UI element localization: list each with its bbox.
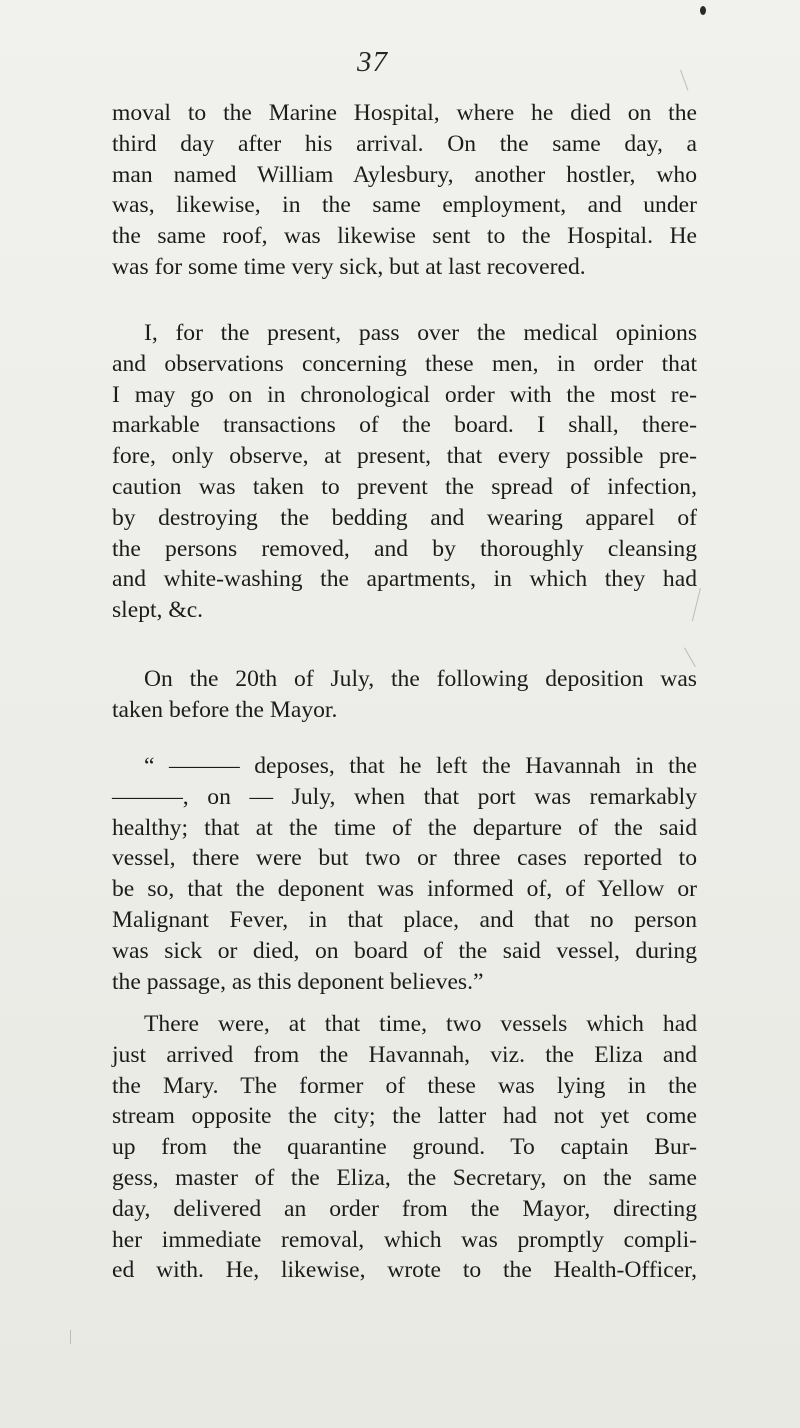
text-line: caution was taken to prevent the spread of infection, bbox=[112, 473, 697, 500]
text-line: “ ——— deposes, that he left the Havannah in the bbox=[144, 753, 697, 779]
paragraph-removal bbox=[112, 98, 697, 283]
paragraph-deposition-intro bbox=[112, 664, 697, 726]
text-line: by destroying the bedding and wearing apparel of bbox=[112, 504, 697, 531]
ink-spot bbox=[700, 6, 706, 15]
text-line: and white-washing the apartments, in which they had bbox=[112, 566, 697, 593]
text-line: I, for the present, pass over the medical opinions bbox=[144, 320, 697, 346]
text-line: just arrived from the Havannah, viz. the Eliza and bbox=[112, 1041, 697, 1068]
text-line: her immediate removal, which was promptly compli- bbox=[112, 1226, 697, 1253]
text-line: the passage, as this deponent believes.” bbox=[112, 968, 484, 995]
paragraph-precaution bbox=[112, 318, 697, 626]
text-line: moval to the Marine Hospital, where he died on the bbox=[112, 100, 697, 126]
text-line: and observations concerning these men, in order that bbox=[112, 350, 697, 377]
text-line: healthy; that at the time of the departure of the said bbox=[112, 814, 697, 841]
text-line: up from the quarantine ground. To captain Bur- bbox=[112, 1134, 697, 1161]
paper-crease bbox=[680, 70, 688, 91]
text-line: the same roof, was likewise sent to the Hospital. He bbox=[112, 223, 697, 250]
text-line: man named William Aylesbury, another hostler, who bbox=[112, 161, 697, 188]
paragraph-vessels bbox=[112, 1009, 697, 1286]
text-line: vessel, there were but two or three cases reported to bbox=[112, 845, 697, 872]
text-line: ed with. He, likewise, wrote to the Health-Officer, bbox=[112, 1257, 697, 1284]
paper-crease bbox=[70, 1330, 71, 1344]
text-line: Malignant Fever, in that place, and that no person bbox=[112, 906, 697, 933]
text-line: ———, on — July, when that port was remarkably bbox=[112, 783, 697, 810]
text-line: third day after his arrival. On the same day, a bbox=[112, 130, 697, 157]
text-line: There were, at that time, two vessels which had bbox=[144, 1011, 697, 1037]
text-line: was for some time very sick, but at last recovered. bbox=[112, 253, 586, 280]
text-line: taken before the Mayor. bbox=[112, 696, 338, 723]
text-line: was sick or died, on board of the said vessel, during bbox=[112, 937, 697, 964]
text-line: markable transactions of the board. I shall, there- bbox=[112, 412, 697, 439]
text-line: the Mary. The former of these was lying in the bbox=[112, 1072, 697, 1099]
text-line: day, delivered an order from the Mayor, directing bbox=[112, 1195, 697, 1222]
paragraph-deposition bbox=[112, 751, 697, 997]
text-line: fore, only observe, at present, that every possible pre- bbox=[112, 443, 697, 470]
text-line: stream opposite the city; the latter had not yet come bbox=[112, 1103, 697, 1130]
text-line: be so, that the deponent was informed of, of Yellow or bbox=[112, 876, 697, 903]
text-line: gess, master of the Eliza, the Secretary, on the same bbox=[112, 1164, 697, 1191]
text-line: the persons removed, and by thoroughly cleansing bbox=[112, 535, 697, 562]
text-line: I may go on in chronological order with the most re- bbox=[112, 381, 697, 408]
text-line: slept, &c. bbox=[112, 597, 204, 624]
text-line: On the 20th of July, the following deposition was bbox=[144, 666, 697, 692]
page-number: 37 bbox=[357, 46, 388, 78]
text-line: was, likewise, in the same employment, and under bbox=[112, 192, 697, 219]
